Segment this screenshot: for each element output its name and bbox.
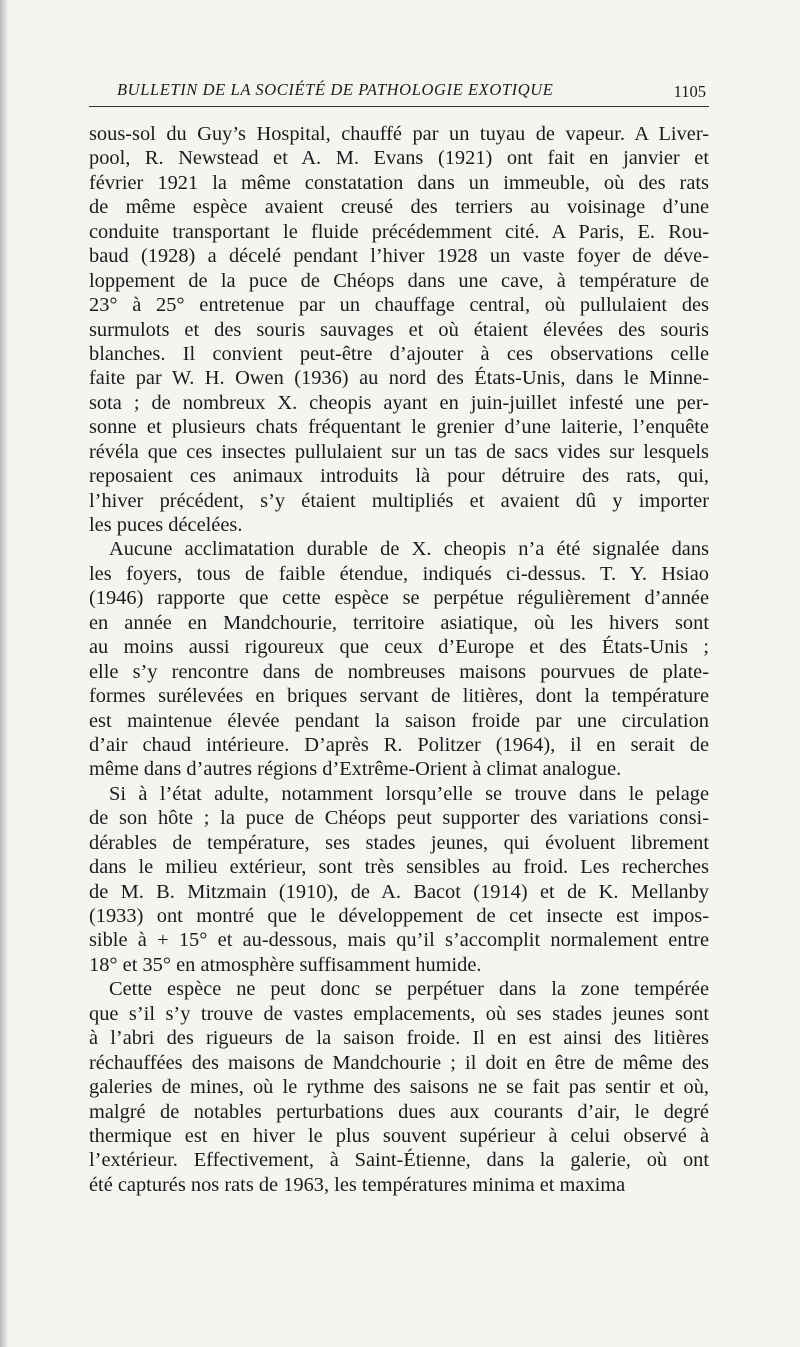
text-line: sible à + 15° et au-dessous, mais qu’il s’accomplit normalement entre [89, 929, 709, 952]
running-header [89, 76, 709, 107]
paragraph-container [89, 122, 709, 1197]
text-line: de M. B. Mitzmain (1910), de A. Bacot (1914) et de K. Mellanby [89, 880, 709, 903]
text-line: (1946) rapporte que cette espèce se perpétue régulièrement d’année [89, 587, 709, 610]
text-line: (1933) ont montré que le développement de cet insecte est impos- [89, 905, 709, 927]
text-line: réchauffées des maisons de Mandchourie ; il doit en être de même des [89, 1051, 709, 1074]
text-line: l’extérieur. Effectivement, à Saint-Étienne, dans la galerie, où ont [89, 1149, 709, 1172]
text-line: de son hôte ; la puce de Chéops peut supporter des variations consi- [89, 807, 709, 830]
text-line: dérables de température, ses stades jeunes, qui évoluent librement [89, 831, 709, 854]
text-line: blanches. Il convient peut-être d’ajouter à ces observations celle [89, 342, 709, 365]
text-line: formes surélevées en briques servant de litières, dont la température [89, 685, 709, 708]
body-text [89, 122, 709, 1197]
text-line: malgré de notables perturbations dues aux courants d’air, le degré [89, 1100, 709, 1123]
text-line: thermique est en hiver le plus souvent supérieur à celui observé à [89, 1124, 709, 1147]
text-line: même dans d’autres régions d’Extrême-Orient à climat analogue. [89, 758, 622, 781]
text-line: été capturés nos rats de 1963, les températures minima et maxima [89, 1173, 626, 1196]
text-line: à l’abri des rigueurs de la saison froide. Il en est ainsi des litières [89, 1027, 709, 1050]
text-line: conduite transportant le fluide précédemment cité. A Paris, E. Rou- [89, 220, 709, 243]
text-line: sota ; de nombreux X. cheopis ayant en juin-juillet infesté une per- [89, 391, 709, 414]
page-number: 1105 [673, 82, 706, 101]
paragraph [89, 122, 709, 537]
text-line: dans le milieu extérieur, sont très sensibles au froid. Les recherches [89, 856, 709, 879]
text-line: sous-sol du Guy’s Hospital, chauffé par un tuyau de vapeur. A Liver- [89, 123, 709, 145]
text-line: au moins aussi rigoureux que ceux d’Europe et des États-Unis ; [89, 636, 709, 659]
text-line: sonne et plusieurs chats fréquentant le grenier d’une laiterie, l’enquête [89, 416, 709, 439]
text-line: Si à l’état adulte, notamment lorsqu’elle se trouve dans le pelage [109, 782, 709, 805]
text-line: surmulots et des souris sauvages et où étaient élevées des souris [89, 318, 709, 341]
text-line: pool, R. Newstead et A. M. Evans (1921) ont fait en janvier et [89, 147, 709, 170]
text-line: faite par W. H. Owen (1936) au nord des États-Unis, dans le Minne- [89, 367, 709, 390]
text-line: d’air chaud intérieure. D’après R. Politzer (1964), il en serait de [89, 733, 709, 756]
paragraph [89, 537, 709, 781]
paragraph [89, 782, 709, 978]
text-line: baud (1928) a décelé pendant l’hiver 1928 un vaste foyer de déve- [89, 245, 709, 268]
text-line: de même espèce avaient creusé des terriers au voisinage d’une [89, 196, 709, 219]
text-line: l’hiver précédent, s’y étaient multipliés et avaient dû y importer [89, 489, 709, 512]
text-line: les puces décelées. [89, 514, 243, 536]
text-line: est maintenue élevée pendant la saison froide par une circulation [89, 709, 709, 732]
text-line: reposaient ces animaux introduits là pour détruire des rats, qui, [89, 465, 709, 488]
text-line: février 1921 la même constatation dans un immeuble, où des rats [89, 171, 709, 194]
text-line: galeries de mines, où le rythme des saisons ne se fait pas sentir et où, [89, 1076, 709, 1099]
text-line: elle s’y rencontre dans de nombreuses maisons pourvues de plate- [89, 660, 709, 683]
text-line: les foyers, tous de faible étendue, indiqués ci-dessus. T. Y. Hsiao [89, 562, 709, 585]
paragraph [89, 977, 709, 1197]
text-line: Aucune acclimatation durable de X. cheopis n’a été signalée dans [109, 538, 709, 561]
text-line: révéla que ces insectes pullulaient sur un tas de sacs vides sur lesquels [89, 440, 709, 463]
text-line: 23° à 25° entretenue par un chauffage central, où pullulaient des [89, 294, 709, 317]
page-edge-shadow [0, 0, 9, 1347]
text-line: loppement de la puce de Chéops dans une cave, à température de [89, 269, 709, 292]
running-title: BULLETIN DE LA SOCIÉTÉ DE PATHOLOGIE EXOTIQUE [117, 80, 554, 99]
text-line: en année en Mandchourie, territoire asiatique, où les hivers sont [89, 611, 709, 634]
text-line: que s’il s’y trouve de vastes emplacements, où ses stades jeunes sont [89, 1002, 709, 1025]
text-line: 18° et 35° en atmosphère suffisamment humide. [89, 953, 482, 976]
text-line: Cette espèce ne peut donc se perpétuer dans la zone tempérée [109, 978, 709, 1001]
